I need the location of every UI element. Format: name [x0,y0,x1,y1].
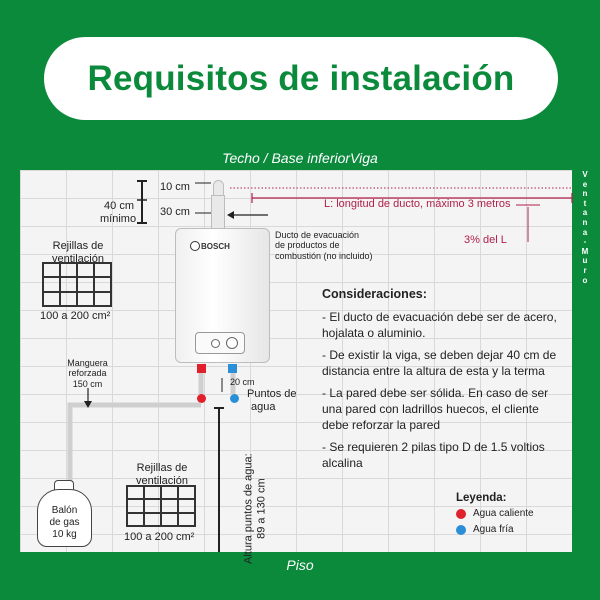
ceiling-label: Techo / Base inferiorViga [222,150,378,166]
vents-top-size: 100 a 200 cm² [40,310,111,322]
cold-water-dot-icon [456,525,466,535]
duct-length-label: L: longitud de ducto, máximo 3 metros [324,198,511,210]
hot-water-dot-icon [456,509,466,519]
considerations-title: Consideraciones: [322,287,427,301]
water-points-label: Puntos de agua [247,388,297,413]
considerations-block [322,287,562,477]
hose-label: Manguera reforzada 150 cm [67,358,108,389]
page-title: Requisitos de instalación [87,58,515,98]
consideration-item: - La pared debe ser sólida. En caso de ser una pared con ladrillos huecos, el cliente debe reforzar la pared [322,386,549,432]
heater-brand: BOSCH [201,242,230,251]
duct-note: Ducto de evacuación de productos de combustión (no incluido) [275,230,373,261]
legend-title: Leyenda: [456,492,507,504]
slope-label: 3% del L [464,234,507,246]
gas-cylinder-label: Balón de gas 10 kg [49,505,80,540]
dim-20cm: 20 cm [230,377,255,387]
window-wall-label: V e n t a n a - M u r o [581,170,589,285]
dim-30cm: 30 cm [160,206,190,218]
vents-bottom-size: 100 a 200 cm² [124,531,195,543]
consideration-item: - Se requieren 2 pilas tipo D de 1.5 voltios alcalina [322,440,545,470]
legend-row-hot: Agua caliente [456,508,534,519]
legend-row-cold: Agua fría [456,524,534,535]
dim-40cm: 40 cm mínimo [100,200,137,225]
legend [456,492,534,540]
floor-label: Piso [286,557,314,573]
vents-top-label: Rejillas de ventilación [52,240,104,265]
consideration-item: - De existir la viga, se deben dejar 40 cm de distancia entre la altura de esta y la terma [322,348,557,378]
dim-10cm: 10 cm [160,181,190,193]
vents-bottom-label: Rejillas de ventilación [136,462,188,487]
water-height-label: Altura puntos de agua: 89 a 130 cm [242,453,267,564]
consideration-item: - El ducto de evacuación debe ser de acero, hojalata o aluminio. [322,310,557,340]
